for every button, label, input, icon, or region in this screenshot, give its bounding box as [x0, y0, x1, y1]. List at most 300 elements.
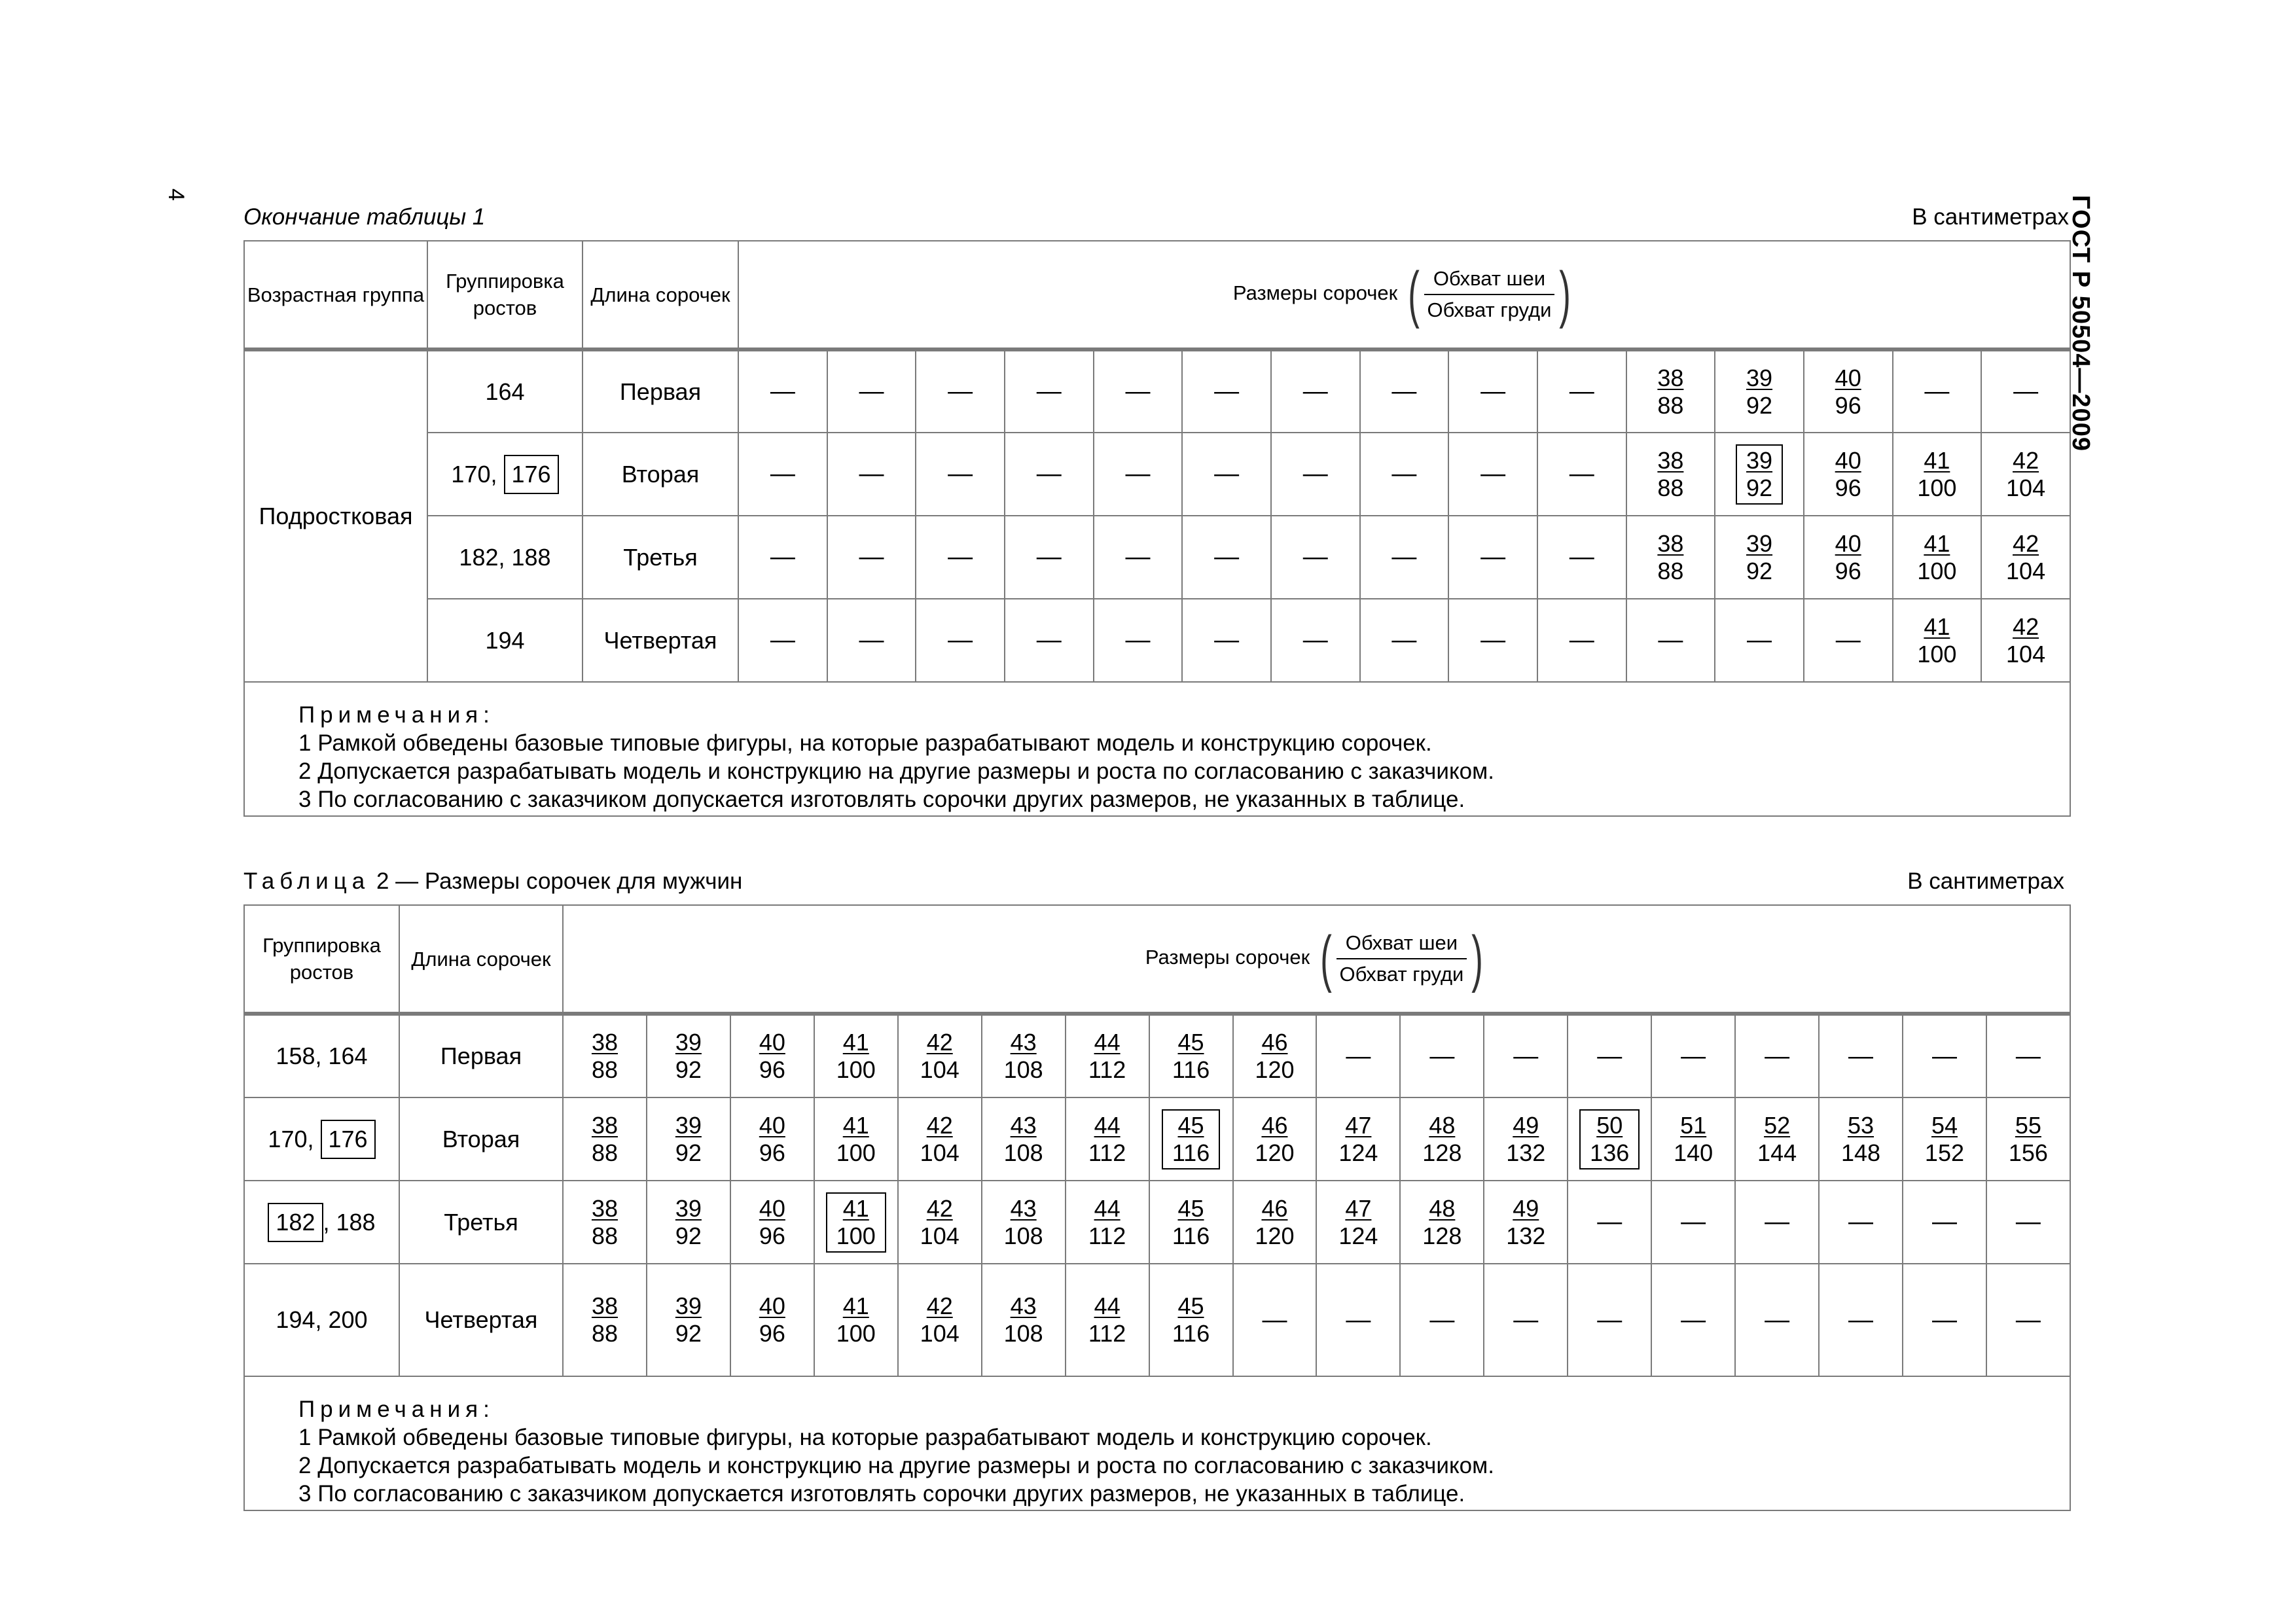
note-line: 3 По согласованию с заказчиком допускается изготовлять сорочки других размеров, не указанных в таблице. — [298, 1481, 1465, 1507]
no-size-dash: — — [1765, 1306, 1790, 1334]
chest-girth-value: 96 — [759, 1320, 785, 1347]
no-size-dash: — — [1125, 460, 1151, 488]
size-cell — [916, 433, 1005, 516]
chest-girth-value: 100 — [836, 1056, 876, 1083]
size-cell — [1651, 1097, 1735, 1181]
size-cell — [730, 1181, 814, 1264]
chest-girth-value: 156 — [2008, 1139, 2048, 1166]
size-cell — [1316, 1014, 1400, 1097]
no-size-dash: — — [1569, 626, 1594, 654]
size-cell — [1182, 599, 1271, 682]
size-cell — [1986, 1014, 2070, 1097]
no-size-dash: — — [1036, 543, 1062, 571]
size-cell — [1626, 599, 1715, 682]
chest-girth-value: 112 — [1088, 1139, 1126, 1166]
no-size-dash: — — [1747, 626, 1772, 654]
size-fraction — [592, 1029, 618, 1084]
no-size-dash: — — [1262, 1306, 1287, 1334]
length-cell: Вторая — [399, 1097, 563, 1181]
neck-girth-value: 42 — [2013, 446, 2039, 474]
size-cell — [1271, 349, 1360, 433]
size-cell — [1233, 1097, 1317, 1181]
size-cell — [1568, 1014, 1651, 1097]
size-fraction — [1088, 1112, 1126, 1167]
size-cell — [738, 599, 827, 682]
size-fraction — [675, 1293, 702, 1347]
size-cell — [563, 1097, 647, 1181]
size-cell — [1484, 1264, 1568, 1376]
neck-girth-value: 47 — [1345, 1194, 1372, 1222]
size-cell — [1651, 1264, 1735, 1376]
size-cell — [982, 1264, 1066, 1376]
size-fraction — [759, 1029, 785, 1084]
no-size-dash: — — [1569, 378, 1594, 405]
chest-girth-value: 100 — [836, 1320, 876, 1347]
neck-girth-value: 38 — [591, 1111, 618, 1139]
no-size-dash: — — [1480, 626, 1506, 654]
chest-girth-value: 92 — [675, 1139, 702, 1166]
size-fraction — [1172, 1029, 1210, 1084]
no-size-dash: — — [1848, 1306, 1874, 1334]
height-text: 194 — [485, 626, 525, 654]
length-cell: Третья — [399, 1181, 563, 1264]
neck-girth-value: 40 — [1835, 446, 1861, 474]
chest-girth-value: 88 — [1657, 391, 1684, 419]
no-size-dash: — — [1036, 378, 1062, 405]
note-line: 2 Допускается разрабатывать модель и конструкцию на другие размеры и роста по согласованию с заказчиком. — [298, 1453, 1494, 1478]
no-size-dash: — — [770, 626, 795, 654]
size-cell — [1735, 1181, 1819, 1264]
neck-girth-value: 38 — [591, 1293, 618, 1319]
base-size-fraction — [1162, 1109, 1220, 1169]
size-cell — [1005, 599, 1094, 682]
size-cell — [1715, 433, 1804, 516]
size-cell — [1233, 1264, 1317, 1376]
size-cell — [1735, 1264, 1819, 1376]
size-fraction — [1004, 1293, 1043, 1347]
base-height-box: 176 — [504, 455, 559, 494]
size-cell — [827, 516, 916, 599]
size-cell — [1537, 433, 1626, 516]
size-fraction — [1255, 1112, 1294, 1167]
table-row — [244, 349, 2070, 433]
age-group-cell: Подростковая — [244, 349, 427, 682]
size-cell — [1819, 1181, 1903, 1264]
chest-girth-value: 104 — [920, 1139, 960, 1166]
size-fraction — [1338, 1112, 1378, 1167]
size-cell — [1233, 1014, 1317, 1097]
size-cell — [1448, 516, 1537, 599]
size-cell — [1484, 1097, 1568, 1181]
table2-header-heights: Группировка ростов — [244, 905, 399, 1014]
no-size-dash: — — [1765, 1208, 1790, 1236]
no-size-dash: — — [1681, 1042, 1706, 1070]
chest-girth-value: 116 — [1172, 1320, 1210, 1347]
size-cell — [1448, 349, 1537, 433]
chest-girth-value: 88 — [591, 1056, 618, 1083]
chest-girth-value: 100 — [1917, 640, 1957, 668]
chest-girth-value: 96 — [1835, 557, 1861, 584]
notes-title: Примечания: — [298, 1397, 495, 1422]
neck-girth-value: 47 — [1345, 1111, 1372, 1139]
note-line: 1 Рамкой обведены базовые типовые фигуры, на которые разрабатывают модель и конструкцию сорочек. — [298, 730, 1432, 756]
no-size-dash: — — [2015, 1208, 2041, 1236]
no-size-dash: — — [1597, 1042, 1623, 1070]
size-fraction — [1422, 1112, 1462, 1167]
size-fraction — [592, 1293, 618, 1347]
size-cell — [1149, 1181, 1233, 1264]
size-cell — [1804, 433, 1893, 516]
neck-girth-value: 54 — [1931, 1111, 1958, 1139]
note-line: 2 Допускается разрабатывать модель и конструкцию на другие размеры и роста по согласованию с заказчиком. — [298, 758, 1494, 784]
no-size-dash: — — [770, 543, 795, 571]
size-cell — [827, 433, 916, 516]
size-cell — [1735, 1097, 1819, 1181]
chest-girth-value: 108 — [1003, 1320, 1043, 1347]
size-cell — [1066, 1097, 1149, 1181]
no-size-dash: — — [1597, 1306, 1623, 1334]
size-fraction — [1657, 447, 1683, 502]
no-size-dash: — — [948, 460, 973, 488]
size-fraction — [1088, 1029, 1126, 1084]
no-size-dash: — — [1848, 1042, 1874, 1070]
size-fraction — [675, 1112, 702, 1167]
table2-header-length: Длина сорочек — [399, 905, 563, 1014]
size-cell — [563, 1014, 647, 1097]
no-size-dash: — — [1931, 1042, 1957, 1070]
size-cell — [1066, 1264, 1149, 1376]
base-size-fraction — [1736, 444, 1783, 505]
neck-girth-value: 42 — [926, 1194, 953, 1222]
heights-cell — [244, 1014, 399, 1097]
chest-girth-value: 92 — [1746, 474, 1773, 501]
size-fraction — [1004, 1112, 1043, 1167]
size-cell — [1233, 1181, 1317, 1264]
size-cell — [1400, 1181, 1484, 1264]
length-cell: Вторая — [583, 433, 738, 516]
neck-girth-value: 41 — [842, 1194, 869, 1222]
size-cell — [1981, 599, 2070, 682]
size-cell — [1893, 349, 1982, 433]
size-fraction — [1925, 1112, 1964, 1167]
size-cell — [1651, 1181, 1735, 1264]
neck-girth-value: 41 — [842, 1029, 869, 1056]
neck-girth-value: 42 — [2013, 529, 2039, 557]
chest-girth-value: 108 — [1003, 1222, 1043, 1249]
height-text: , 188 — [323, 1208, 376, 1236]
chest-girth-value: 96 — [759, 1139, 785, 1166]
chest-girth-value: 112 — [1088, 1222, 1126, 1249]
size-cell — [982, 1097, 1066, 1181]
chest-girth-value: 88 — [591, 1139, 618, 1166]
neck-girth-value: 41 — [842, 1111, 869, 1139]
chest-girth-value: 92 — [1746, 391, 1773, 419]
table2 — [243, 904, 2071, 1511]
chest-girth-value: 96 — [1835, 391, 1861, 419]
neck-girth-value: 39 — [675, 1029, 702, 1056]
size-cell — [647, 1014, 730, 1097]
size-fraction — [592, 1195, 618, 1250]
size-cell — [814, 1181, 898, 1264]
chest-label: Обхват груди — [1339, 963, 1464, 986]
size-cell — [1005, 433, 1094, 516]
size-cell — [1568, 1097, 1651, 1181]
size-cell — [1986, 1264, 2070, 1376]
neck-girth-value: 44 — [1094, 1194, 1121, 1222]
chest-girth-value: 104 — [2006, 640, 2046, 668]
no-size-dash: — — [1302, 543, 1328, 571]
neck-girth-value: 51 — [1680, 1111, 1707, 1139]
size-cell — [1804, 599, 1893, 682]
no-size-dash: — — [770, 378, 795, 405]
size-cell — [982, 1181, 1066, 1264]
size-cell — [1149, 1264, 1233, 1376]
neck-girth-value: 39 — [1746, 364, 1773, 391]
size-cell — [982, 1014, 1066, 1097]
no-size-dash: — — [1513, 1306, 1539, 1334]
size-fraction — [1657, 365, 1683, 419]
no-size-dash: — — [1214, 626, 1240, 654]
size-cell — [1804, 349, 1893, 433]
chest-girth-value: 144 — [1757, 1139, 1797, 1166]
table2-header-sizes: Размеры сорочек ( Обхват шеи Обхват груди ) — [563, 905, 2070, 1014]
neck-girth-value: 38 — [1657, 446, 1684, 474]
size-cell — [730, 1097, 814, 1181]
table2-caption: Таблица 2 — Размеры сорочек для мужчин — [243, 868, 743, 894]
size-cell — [898, 1097, 982, 1181]
neck-girth-value: 49 — [1513, 1194, 1539, 1222]
no-size-dash: — — [948, 378, 973, 405]
chest-girth-value: 88 — [1657, 474, 1684, 501]
standard-designation: ГОСТ Р 50504—2009 — [2067, 195, 2094, 452]
no-size-dash: — — [859, 378, 884, 405]
neck-girth-value: 43 — [1010, 1293, 1037, 1319]
no-size-dash: — — [1513, 1042, 1539, 1070]
heights-cell — [427, 599, 583, 682]
table-row — [244, 1181, 2070, 1264]
neck-girth-value: 44 — [1094, 1029, 1121, 1056]
chest-girth-value: 100 — [836, 1139, 876, 1166]
chest-girth-value: 140 — [1674, 1139, 1713, 1166]
size-cell — [1360, 433, 1449, 516]
size-cell — [1094, 599, 1183, 682]
length-cell: Первая — [583, 349, 738, 433]
size-cell — [1626, 516, 1715, 599]
chest-girth-value: 108 — [1003, 1139, 1043, 1166]
table1-caption: Окончание таблицы 1 — [243, 204, 486, 230]
size-cell — [898, 1264, 982, 1376]
chest-girth-value: 112 — [1088, 1320, 1126, 1347]
size-cell — [1360, 349, 1449, 433]
chest-girth-value: 116 — [1172, 1056, 1210, 1083]
size-cell — [827, 599, 916, 682]
size-cell — [898, 1181, 982, 1264]
size-cell — [563, 1264, 647, 1376]
no-size-dash: — — [1346, 1042, 1371, 1070]
table1-header-length: Длина сорочек — [583, 241, 738, 349]
no-size-dash: — — [1302, 378, 1328, 405]
neck-girth-value: 40 — [759, 1029, 785, 1056]
height-text: 170, — [268, 1125, 321, 1152]
no-size-dash: — — [859, 543, 884, 571]
no-size-dash: — — [1214, 378, 1240, 405]
chest-girth-value: 88 — [1657, 557, 1684, 584]
table-row — [244, 433, 2070, 516]
length-cell: Третья — [583, 516, 738, 599]
no-size-dash: — — [1346, 1306, 1371, 1334]
size-cell — [1893, 599, 1982, 682]
neck-girth-value: 41 — [1924, 446, 1950, 474]
size-cell — [1271, 599, 1360, 682]
size-cell — [1715, 599, 1804, 682]
size-cell — [1981, 516, 2070, 599]
neck-girth-value: 40 — [759, 1194, 785, 1222]
no-size-dash: — — [1480, 460, 1506, 488]
size-fraction — [920, 1112, 960, 1167]
no-size-dash: — — [1036, 460, 1062, 488]
size-fraction — [1255, 1195, 1294, 1250]
chest-girth-value: 124 — [1338, 1139, 1378, 1166]
size-cell — [1448, 599, 1537, 682]
chest-girth-value: 112 — [1088, 1056, 1126, 1083]
size-cell — [1360, 516, 1449, 599]
size-cell — [1316, 1097, 1400, 1181]
size-fraction — [920, 1029, 960, 1084]
size-cell — [1903, 1097, 1986, 1181]
size-cell — [1094, 433, 1183, 516]
chest-girth-value: 136 — [1590, 1139, 1630, 1166]
size-cell — [916, 516, 1005, 599]
size-fraction — [920, 1195, 960, 1250]
neck-label: Обхват шеи — [1424, 265, 1554, 295]
size-fraction — [1841, 1112, 1880, 1167]
size-fraction — [1088, 1195, 1126, 1250]
chest-girth-value: 104 — [920, 1320, 960, 1347]
neck-girth-value: 41 — [1924, 613, 1950, 640]
neck-girth-value: 40 — [1835, 529, 1861, 557]
notes-title: Примечания: — [298, 702, 495, 728]
size-cell — [1448, 433, 1537, 516]
size-fraction — [1506, 1195, 1545, 1250]
table1 — [243, 240, 2071, 817]
size-fraction — [1835, 530, 1861, 585]
no-size-dash: — — [1931, 1306, 1957, 1334]
size-cell — [1715, 349, 1804, 433]
neck-girth-value: 39 — [1746, 446, 1773, 474]
no-size-dash: — — [948, 626, 973, 654]
no-size-dash: — — [1848, 1208, 1874, 1236]
no-size-dash: — — [1765, 1042, 1790, 1070]
no-size-dash: — — [1681, 1208, 1706, 1236]
size-fraction — [1674, 1112, 1713, 1167]
size-fraction — [1172, 1293, 1210, 1347]
no-size-dash: — — [1480, 378, 1506, 405]
heights-cell — [427, 349, 583, 433]
size-fraction — [1172, 1195, 1210, 1250]
size-fraction — [836, 1112, 876, 1167]
chest-girth-value: 128 — [1422, 1139, 1462, 1166]
chest-girth-value: 148 — [1840, 1139, 1881, 1166]
size-cell — [1149, 1097, 1233, 1181]
chest-girth-value: 120 — [1255, 1139, 1295, 1166]
neck-girth-value: 40 — [1835, 364, 1861, 391]
no-size-dash: — — [1931, 1208, 1957, 1236]
base-size-fraction — [1579, 1109, 1640, 1169]
size-cell — [1986, 1097, 2070, 1181]
no-size-dash: — — [1302, 626, 1328, 654]
size-cell — [1626, 433, 1715, 516]
note-line: 1 Рамкой обведены базовые типовые фигуры, на которые разрабатывают модель и конструкцию сорочек. — [298, 1425, 1432, 1450]
size-cell — [730, 1014, 814, 1097]
size-fraction — [2006, 613, 2045, 668]
no-size-dash: — — [2015, 1306, 2041, 1334]
chest-girth-value: 100 — [1917, 557, 1957, 584]
size-cell — [1484, 1014, 1568, 1097]
size-cell — [1182, 516, 1271, 599]
size-fraction — [1917, 447, 1956, 502]
size-cell — [916, 599, 1005, 682]
chest-girth-value: 88 — [591, 1222, 618, 1249]
size-cell — [1149, 1014, 1233, 1097]
size-fraction — [1835, 447, 1861, 502]
chest-girth-value: 116 — [1172, 1222, 1210, 1249]
neck-girth-value: 43 — [1010, 1111, 1037, 1139]
size-fraction — [1917, 613, 1956, 668]
height-text: 194, 200 — [276, 1306, 368, 1333]
size-cell — [563, 1181, 647, 1264]
neck-girth-value: 45 — [1177, 1194, 1204, 1222]
size-cell — [1981, 433, 2070, 516]
size-fraction — [2006, 530, 2045, 585]
size-fraction — [1835, 365, 1861, 419]
size-cell — [1094, 349, 1183, 433]
no-size-dash: — — [859, 460, 884, 488]
size-cell — [738, 516, 827, 599]
neck-girth-value: 44 — [1094, 1111, 1121, 1139]
chest-girth-value: 128 — [1422, 1222, 1462, 1249]
size-cell — [647, 1097, 730, 1181]
size-cell — [898, 1014, 982, 1097]
table-row — [244, 599, 2070, 682]
neck-girth-value: 38 — [591, 1029, 618, 1056]
heights-cell — [427, 516, 583, 599]
size-cell — [1316, 1181, 1400, 1264]
size-cell — [1893, 516, 1982, 599]
size-fraction — [592, 1112, 618, 1167]
no-size-dash: — — [1569, 543, 1594, 571]
chest-label: Обхват груди — [1427, 298, 1552, 321]
neck-girth-value: 39 — [1746, 529, 1773, 557]
table-row — [244, 1264, 2070, 1376]
neck-label: Обхват шеи — [1336, 929, 1467, 959]
no-size-dash: — — [1429, 1306, 1455, 1334]
chest-girth-value: 96 — [759, 1222, 785, 1249]
table2-units: В сантиметрах — [1907, 868, 2064, 894]
size-cell — [1735, 1014, 1819, 1097]
no-size-dash: — — [1036, 626, 1062, 654]
size-cell — [827, 349, 916, 433]
size-fraction — [759, 1293, 785, 1347]
neck-girth-value: 46 — [1261, 1029, 1288, 1056]
size-cell — [1893, 433, 1982, 516]
size-cell — [1819, 1264, 1903, 1376]
table1-header-heights: Группировка ростов — [427, 241, 583, 349]
size-fraction — [1338, 1195, 1378, 1250]
no-size-dash: — — [1924, 378, 1950, 405]
size-cell — [1537, 349, 1626, 433]
size-fraction — [1088, 1293, 1126, 1347]
neck-girth-value: 41 — [1924, 529, 1950, 557]
